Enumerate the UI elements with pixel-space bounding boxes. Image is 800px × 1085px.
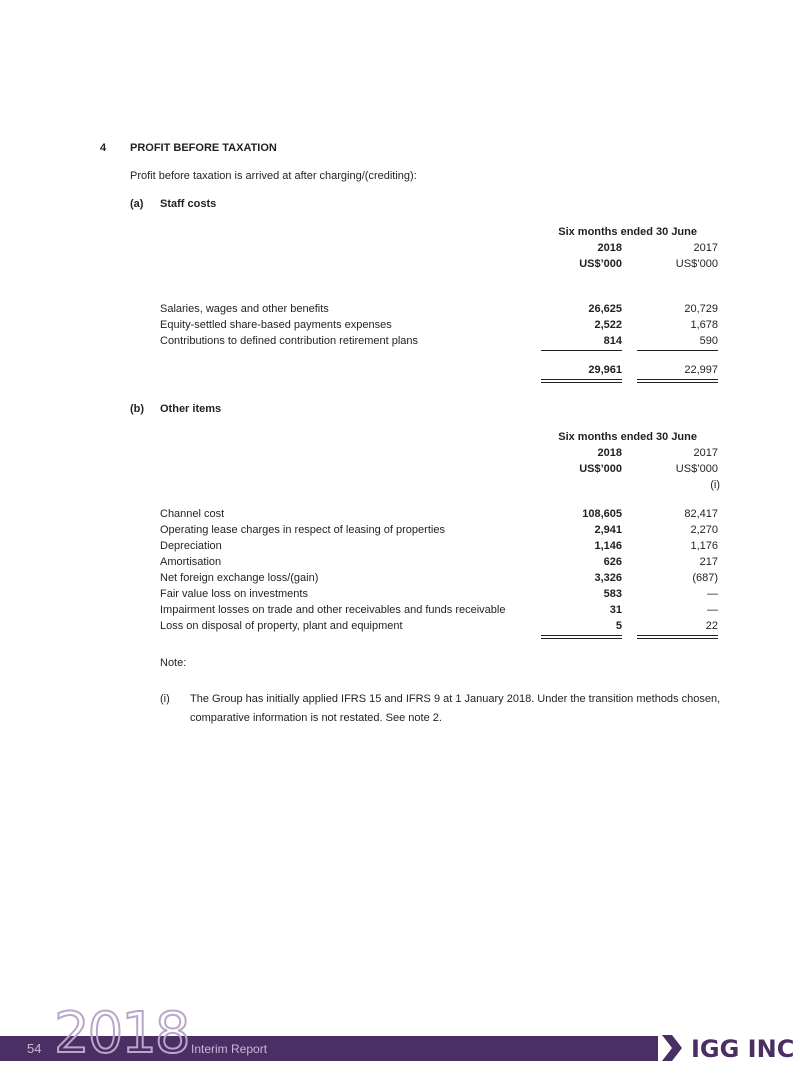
row-label: Salaries, wages and other benefits xyxy=(160,303,329,315)
table-row xyxy=(0,604,800,620)
row-value-2017: (687) xyxy=(692,572,718,584)
row-value-2017: 217 xyxy=(699,556,718,568)
table-row xyxy=(0,556,800,572)
other-period-header: Six months ended 30 June xyxy=(558,431,697,443)
other-unit-2017: US$’000 xyxy=(675,463,718,475)
chevron-right-icon xyxy=(660,1034,684,1062)
table-row xyxy=(0,540,800,556)
row-value-2018: 26,625 xyxy=(588,303,622,315)
row-value-2017: 2,270 xyxy=(690,524,718,536)
total-value-2018: 29,961 xyxy=(588,364,622,376)
section-number: 4 xyxy=(100,142,107,154)
brand-logo: IGG INC xyxy=(687,1035,798,1063)
other-unit-2018: US$’000 xyxy=(579,463,622,475)
row-value-2018: 583 xyxy=(603,588,622,600)
row-label: Net foreign exchange loss/(gain) xyxy=(160,572,319,584)
row-value-2017: 20,729 xyxy=(684,303,718,315)
footer-year-graphic: 2018 xyxy=(54,1001,189,1066)
row-value-2018: 31 xyxy=(609,604,622,616)
table-row xyxy=(0,572,800,588)
row-value-2018: 3,326 xyxy=(594,572,622,584)
table-row xyxy=(0,335,800,351)
row-label: Amortisation xyxy=(160,556,222,568)
note-text-line-1: The Group has initially applied IFRS 15 and IFRS 9 at 1 January 2018. Under the transition methods chosen, xyxy=(190,693,721,705)
row-label: Depreciation xyxy=(160,540,222,552)
row-label: Channel cost xyxy=(160,508,225,520)
table-row xyxy=(0,508,800,524)
row-value-2018: 2,941 xyxy=(594,524,622,536)
staff-label: (a) xyxy=(130,198,144,210)
other-year-2018: 2018 xyxy=(597,447,622,459)
table-row xyxy=(0,303,800,319)
row-label: Operating lease charges in respect of leasing of properties xyxy=(160,524,445,536)
total-row xyxy=(0,364,800,380)
section-title: PROFIT BEFORE TAXATION xyxy=(130,142,277,154)
row-value-2017: — xyxy=(707,588,718,600)
note-reference: (i) xyxy=(710,479,720,491)
subtotal-rule-2017 xyxy=(637,350,718,351)
subtotal-rule-2018 xyxy=(541,350,622,351)
other-year-2017: 2017 xyxy=(693,447,718,459)
other-label: (b) xyxy=(130,403,145,415)
staff-unit-2017: US$’000 xyxy=(675,258,718,270)
row-value-2017: 590 xyxy=(699,335,718,347)
row-label: Fair value loss on investments xyxy=(160,588,308,600)
other-title: Other items xyxy=(160,403,222,415)
row-label: Impairment losses on trade and other receivables and funds receivable xyxy=(160,604,506,616)
total-double-rule-2017 xyxy=(637,379,718,383)
staff-year-2017: 2017 xyxy=(693,242,718,254)
row-value-2018: 2,522 xyxy=(594,319,622,331)
table-row xyxy=(0,524,800,540)
row-label: Contributions to defined contribution retirement plans xyxy=(160,335,419,347)
staff-unit-2018: US$’000 xyxy=(579,258,622,270)
note-marker: (i) xyxy=(160,693,170,705)
total-value-2017: 22,997 xyxy=(684,364,718,376)
other-double-rule-2018 xyxy=(541,635,622,639)
footer-report-label: Interim Report xyxy=(191,1042,268,1056)
row-value-2017: 22 xyxy=(705,620,718,632)
row-value-2018: 814 xyxy=(603,335,622,347)
row-value-2017: 1,678 xyxy=(690,319,718,331)
section-intro: Profit before taxation is arrived at after charging/(crediting): xyxy=(130,170,417,182)
row-value-2017: 1,176 xyxy=(690,540,718,552)
other-double-rule-2017 xyxy=(637,635,718,639)
row-label: Loss on disposal of property, plant and equipment xyxy=(160,620,403,632)
staff-title: Staff costs xyxy=(160,198,217,210)
row-label: Equity-settled share-based payments expenses xyxy=(160,319,392,331)
row-value-2018: 5 xyxy=(615,620,622,632)
row-value-2017: — xyxy=(707,604,718,616)
table-row xyxy=(0,588,800,604)
staff-period-header: Six months ended 30 June xyxy=(558,226,697,238)
total-double-rule-2018 xyxy=(541,379,622,383)
note-text-line-2: comparative information is not restated. See note 2. xyxy=(190,712,442,724)
row-value-2018: 626 xyxy=(603,556,622,568)
table-row xyxy=(0,620,800,636)
row-value-2018: 1,146 xyxy=(594,540,622,552)
note-heading: Note: xyxy=(160,657,187,669)
staff-year-2018: 2018 xyxy=(597,242,622,254)
row-value-2017: 82,417 xyxy=(684,508,718,520)
row-value-2018: 108,605 xyxy=(582,508,622,520)
table-row xyxy=(0,319,800,335)
page-number: 54 xyxy=(27,1041,42,1056)
